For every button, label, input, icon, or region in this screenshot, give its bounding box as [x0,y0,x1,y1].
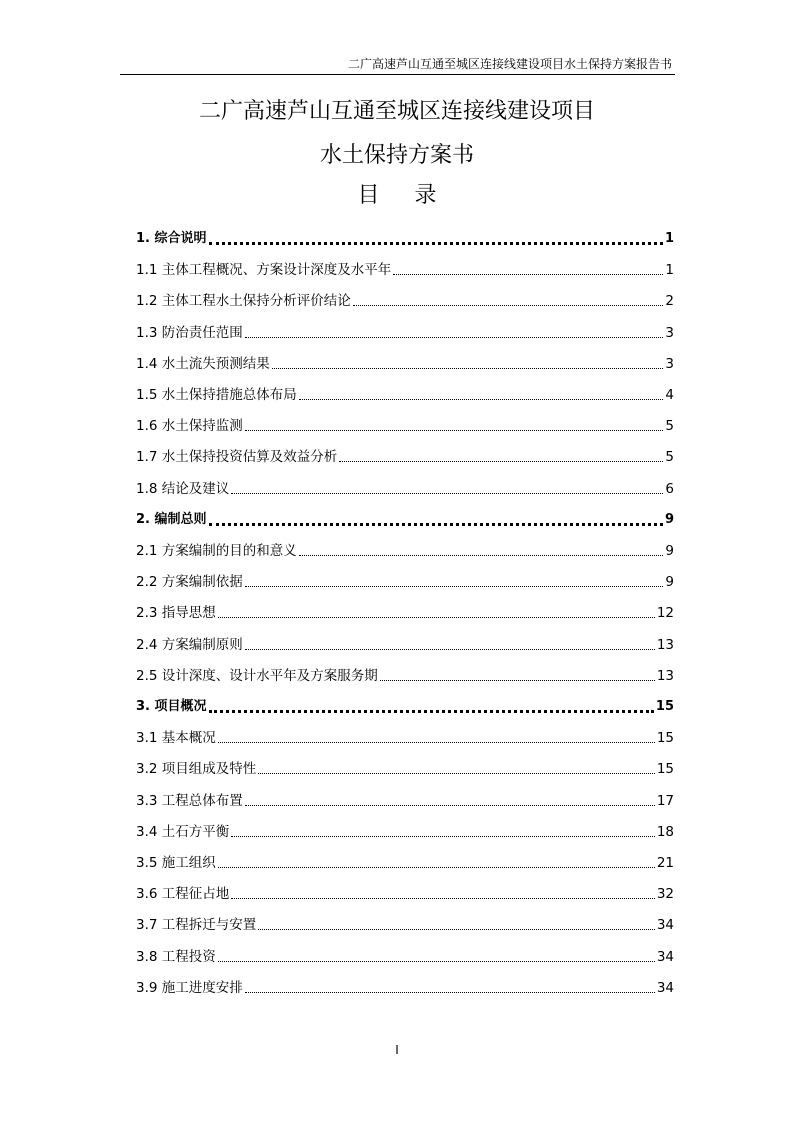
toc-entry-label: 3.3 工程总体布置 [136,792,243,809]
toc-entry[interactable] [136,914,674,934]
toc-entry-label: 1. 综合说明 [136,231,207,246]
toc-entry-label: 1.7 水土保持投资估算及效益分析 [136,449,338,466]
toc-entry-page: 9 [665,574,674,591]
toc-entry[interactable] [136,228,674,248]
toc-entry-page: 5 [665,418,674,435]
toc-entry-label: 2.5 设计深度、设计水平年及方案服务期 [136,667,378,684]
toc-entry-label: 1.3 防治责任范围 [136,324,243,341]
toc-dot-leader [299,555,664,556]
toc-dot-leader [299,399,664,400]
toc-dot-leader [380,680,655,681]
toc-entry[interactable] [136,883,674,903]
toc-entry-page: 9 [664,511,674,527]
toc-dot-leader [231,898,655,899]
toc-dot-leader [245,586,664,587]
toc-entry-page: 4 [665,387,674,403]
toc-dot-leader [245,992,655,993]
toc-dot-leader [272,368,664,369]
toc-dot-leader [209,710,654,713]
toc-entry-label: 2.1 方案编制的目的和意义 [136,543,297,559]
toc-entry[interactable] [136,852,674,872]
toc-entry[interactable] [136,322,674,342]
toc-dot-leader [393,274,663,275]
toc-entry[interactable] [136,946,674,966]
toc-dot-leader [218,617,655,618]
toc-entry-page: 32 [656,886,674,903]
toc-dot-leader [218,867,655,868]
toc-entry-page: 3 [665,324,674,341]
toc-dot-leader [353,305,664,306]
toc-entry-label: 1.8 结论及建议 [136,480,230,497]
toc-dot-leader [339,461,663,462]
toc-entry[interactable] [136,353,674,373]
toc-entry-page: 3 [665,355,674,372]
toc-entry-page: 15 [655,699,674,714]
toc-dot-leader [231,836,655,837]
toc-entry-page: 13 [656,636,674,653]
toc-dot-leader [218,742,655,743]
toc-entry-label: 2. 编制总则 [136,511,207,527]
toc-entry-page: 15 [656,730,674,747]
toc-entry-label: 3.2 项目组成及特性 [136,761,257,778]
toc-entry-label: 2.3 指导思想 [136,605,216,622]
toc-entry-label: 1.2 主体工程水土保持分析评价结论 [136,293,351,310]
toc-entry[interactable] [136,540,674,560]
toc-entry-label: 3.8 工程投资 [136,948,216,965]
toc-dot-leader [258,773,655,774]
toc-dot-leader [209,242,663,245]
toc-entry-label: 3.1 基本概况 [136,730,216,747]
toc-entry-page: 34 [656,948,674,965]
toc-entry[interactable] [136,634,674,654]
toc-entry[interactable] [136,790,674,810]
toc-entry[interactable] [136,478,674,498]
toc-dot-leader [258,929,655,930]
toc-entry-label: 3. 项目概况 [136,699,207,714]
toc-entry-label: 1.5 水土保持措施总体布局 [136,387,297,403]
toc-entry-label: 3.6 工程征占地 [136,886,230,903]
toc-heading: 目 录 [357,183,451,208]
toc-dot-leader [245,805,655,806]
toc-entry-page: 34 [656,917,674,934]
toc-entry-label: 2.2 方案编制依据 [136,574,243,591]
toc-dot-leader [231,493,663,494]
toc-entry[interactable] [136,446,674,466]
toc-entry-page: 17 [656,792,674,809]
running-header: 二广高速芦山互通至城区连接线建设项目水土保持方案报告书 [347,57,672,71]
toc-entry-label: 1.1 主体工程概况、方案设计深度及水平年 [136,262,392,279]
toc-entry-page: 1 [664,231,674,246]
document-title-line2: 水土保持方案书 [319,143,474,168]
toc-entry[interactable] [136,415,674,435]
toc-entry[interactable] [136,571,674,591]
toc-entry[interactable] [136,665,674,685]
toc-entry[interactable] [136,384,674,404]
toc-entry-page: 12 [656,605,674,622]
toc-entry-label: 2.4 方案编制原则 [136,636,243,653]
toc-dot-leader [218,961,655,962]
toc-dot-leader [245,430,664,431]
toc-entry[interactable] [136,602,674,622]
toc-dot-leader [209,523,663,526]
toc-entry-page: 34 [656,979,674,996]
toc-entry[interactable] [136,696,674,716]
toc-entry-page: 9 [665,543,674,559]
toc-dot-leader [245,337,664,338]
toc-entry-page: 21 [656,855,674,871]
toc-entry[interactable] [136,290,674,310]
page-number: I [395,1043,399,1057]
toc-entry-label: 1.6 水土保持监测 [136,418,243,435]
toc-entry[interactable] [136,821,674,841]
toc-entry-page: 1 [665,262,674,279]
toc-entry-page: 5 [665,449,674,466]
toc-dot-leader [245,649,655,650]
toc-entry[interactable] [136,727,674,747]
toc-entry-page: 6 [665,480,674,497]
toc-entry-page: 13 [656,667,674,684]
toc-entry[interactable] [136,977,674,997]
toc-entry-page: 18 [656,823,674,840]
toc-entry-label: 3.5 施工组织 [136,855,216,871]
toc-entry-label: 3.4 土石方平衡 [136,823,230,840]
toc-entry-label: 1.4 水土流失预测结果 [136,355,270,372]
toc-entry-label: 3.7 工程拆迁与安置 [136,917,257,934]
toc-entry-label: 3.9 施工进度安排 [136,979,243,996]
toc-entry[interactable] [136,259,674,279]
header-rule [120,74,675,75]
toc-entry[interactable] [136,509,674,529]
toc-entry[interactable] [136,758,674,778]
toc-entry-page: 2 [665,293,674,310]
document-title-line1: 二广高速芦山互通至城区连接线建设项目 [198,99,595,124]
toc-entry-page: 15 [656,761,674,778]
